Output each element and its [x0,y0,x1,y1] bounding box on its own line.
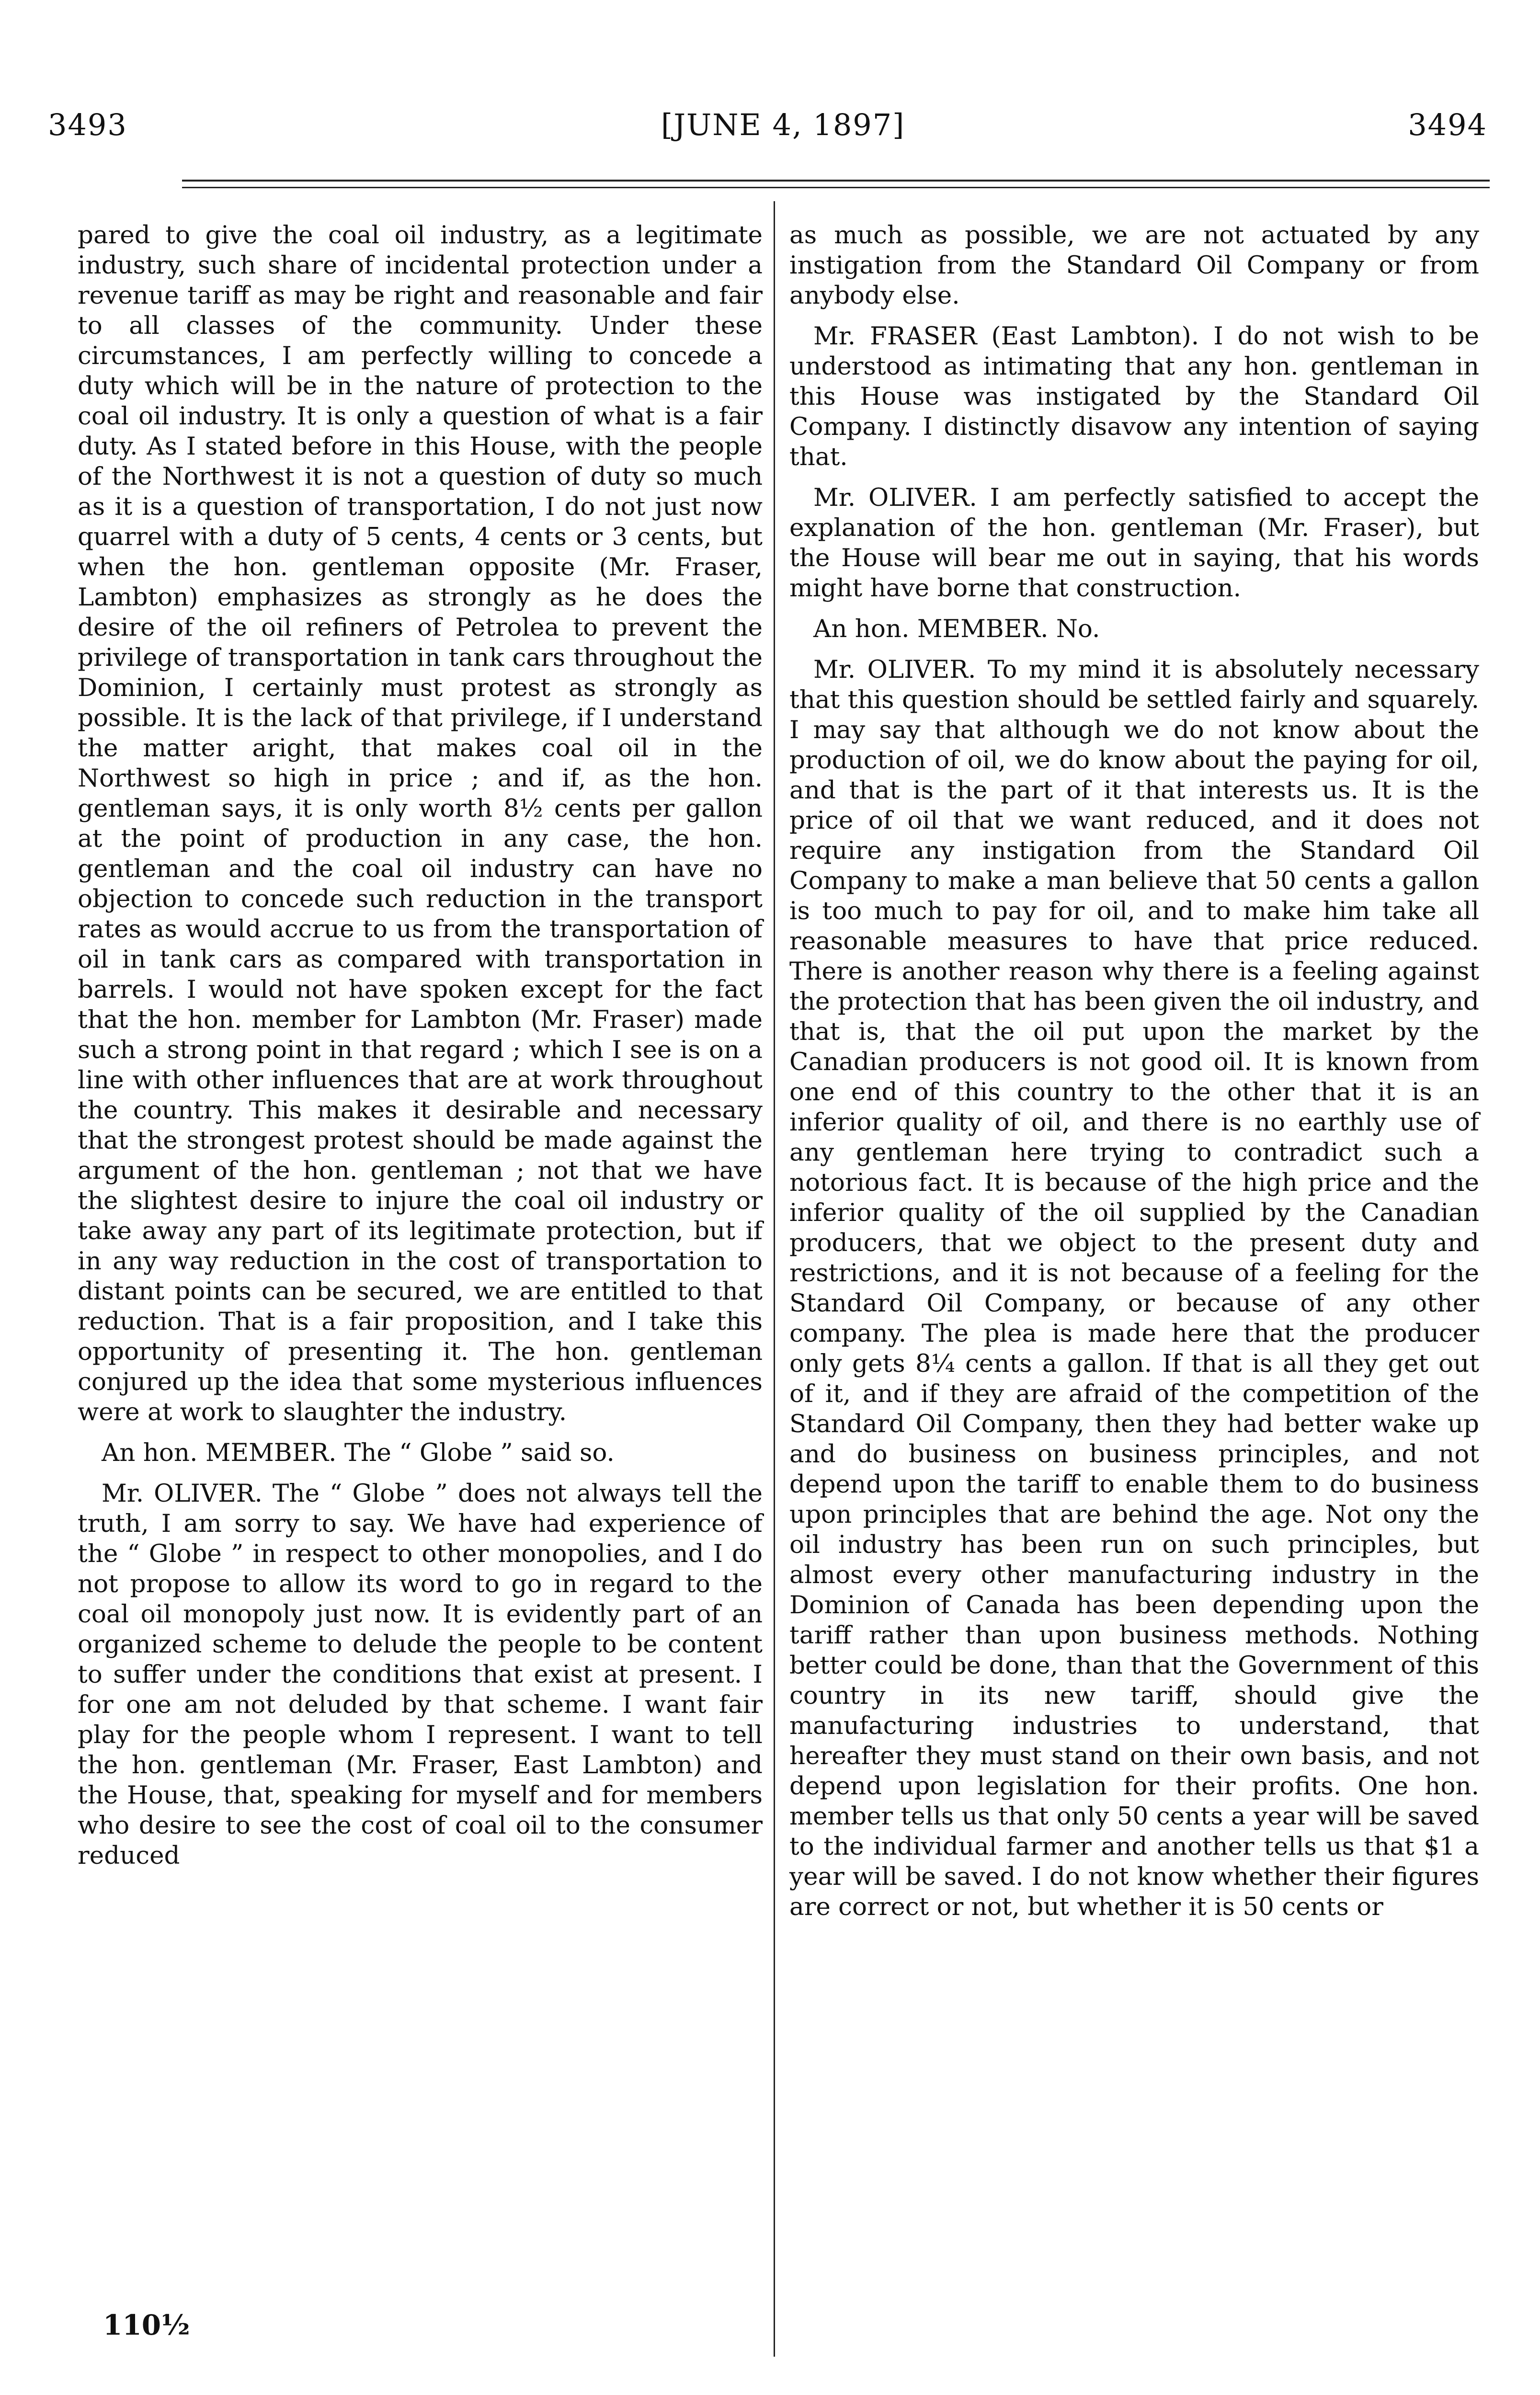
left-column [78,220,763,1882]
paragraph: Mr. OLIVER. To my mind it is absolutely necessary that this question should be settled fairly and squarely. I may say that although we do not know about the production of oil, we do know about the paying for oil, and that is the part of it that interests us. It is the price of oil that we want reduced, and it does not require any instigation from the Standard Oil Company to make a man believe that 50 cents a gallon is too much to pay for oil, and to make him take all reasonable measures to have that price reduced. There is another reason why there is a feeling against the protection that has been given the oil industry, and that is, that the oil put upon the market by the Canadian producers is not good oil. It is known from one end of this country to the other that it is an inferior quality of oil, and there is no earthly use of any gentleman here trying to contradict such a notorious fact. It is because of the high price and the inferior quality of the oil supplied by the Canadian producers, that we object to the present duty and restrictions, and it is not because of a feeling for the Standard Oil Company, or because of any other company. The plea is made here that the producer only gets 8¼ cents a gallon. If that is all they get out of it, and if they are afraid of the competition of the Standard Oil Company, then they had better wake up and do business on business principles, and not depend upon the tariff to enable them to do business upon principles that are behind the age. Not ony the oil industry has been run on such principles, but almost every other manufacturing industry in the Dominion of Canada has been depending upon the tariff rather than upon business methods. Nothing better could be done, than that the Government of this country in its new tariff, should give the manufacturing industries to understand, that hereafter they must stand on their own basis, and not depend upon legislation for their profits. One hon. member tells us that only 50 cents a year will be saved to the individual farmer and another tells us that $1 a year will be saved. I do not know whether their figures are correct or not, but whether it is 50 cents or [789,655,1479,1921]
paragraph: Mr. OLIVER. The “ Globe ” does not always tell the truth, I am sorry to say. We have had experience of the “ Globe ” in respect to other monopolies, and I do not propose to allow its word to go in regard to the coal oil monopoly just now. It is evidently part of an organized scheme to delude the people to be content to suffer under the conditions that exist at present. I for one am not deluded by that scheme. I want fair play for the people whom I represent. I want to tell the hon. gentleman (Mr. Fraser, East Lambton) and the House, that, speaking for myself and for members who desire to see the cost of coal oil to the consumer reduced [78,1479,763,1870]
paragraph: as much as possible, we are not actuated by any instigation from the Standard Oil Company or from anybody else. [789,221,1479,310]
header-rule-bottom [182,187,1490,188]
signature-mark: 110½ [103,2309,190,2341]
page-number-right: 3494 [1408,107,1487,142]
paragraph: An hon. MEMBER. The “ Globe ” said so. [102,1438,615,1467]
page-header [0,0,1540,172]
paragraph: pared to give the coal oil industry, as a legitimate industry, such share of incidental protection under a revenue tariff as may be right and reasonable and fair to all classes of the community. Under these circumstances, I am perfectly willing to concede a duty which will be in the nature of protection to the coal oil industry. It is only a question of what is a fair duty. As I stated before in this House, with the people of the Northwest it is not a question of duty so much as it is a question of transportation, I do not just now quarrel with a duty of 5 cents, 4 cents or 3 cents, but when the hon. gentleman opposite (Mr. Fraser, Lambton) emphasizes as strongly as he does the desire of the oil refiners of Petrolea to prevent the privilege of transportation in tank cars throughout the Dominion, I certainly must protest as strongly as possible. It is the lack of that privilege, if I understand the matter aright, that makes coal oil in the Northwest so high in price ; and if, as the hon. gentleman says, it is only worth 8½ cents per gallon at the point of production in any case, the hon. gentleman and the coal oil industry can have no objection to concede such reduction in the transport rates as would accrue to us from the transportation of oil in tank cars as compared with transportation in barrels. I would not have spoken except for the fact that the hon. member for Lambton (Mr. Fraser) made such a strong point in that regard ; which I see is on a line with other influences that are at work throughout the country. This makes it desirable and necessary that the strongest protest should be made against the argument of the hon. gentleman ; not that we have the slightest desire to injure the coal oil industry or take away any part of its legitimate protection, but if in any way reduction in the cost of transportation to distant points can be secured, we are entitled to that reduction. That is a fair proposition, and I take this opportunity of presenting it. The hon. gentleman conjured up the idea that some mysterious influences were at work to slaughter the industry. [78,221,763,1426]
paragraph: Mr. FRASER (East Lambton). I do not wish to be understood as intimating that any hon. gentleman in this House was instigated by the Standard Oil Company. I distinctly disavow any intention of saying that. [789,322,1479,471]
header-rule-top [182,180,1490,182]
column-divider [774,201,775,2357]
paragraph: Mr. OLIVER. I am perfectly satisfied to accept the explanation of the hon. gentleman (Mr. Fraser), but the House will bear me out in saying, that his words might have borne that construction. [789,483,1479,603]
page-number-left: 3493 [48,107,127,142]
page-date: [JUNE 4, 1897] [661,107,905,142]
paragraph: An hon. MEMBER. No. [813,615,1100,643]
right-column [789,220,1479,1933]
